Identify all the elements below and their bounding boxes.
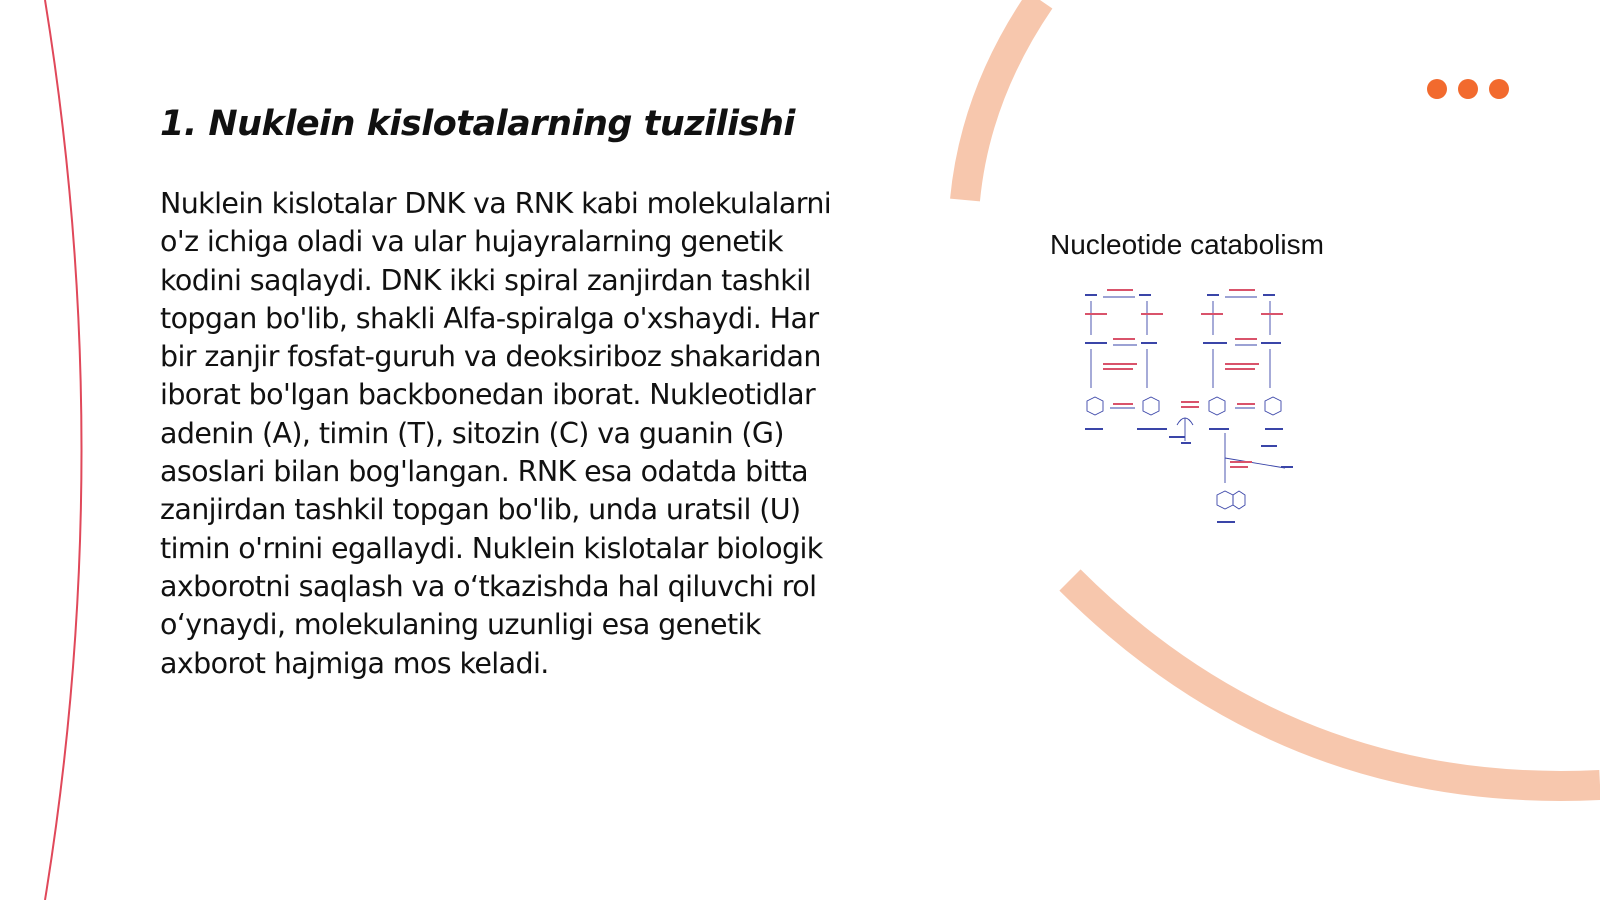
slide-title: 1. Nuklein kislotalarning tuzilishi <box>160 104 795 144</box>
dot <box>1427 79 1447 99</box>
dot <box>1489 79 1509 99</box>
menu-dots-icon <box>1427 79 1509 99</box>
dot <box>1458 79 1478 99</box>
decorative-arc-bottom <box>1070 580 1600 786</box>
nucleotide-catabolism-diagram <box>1085 283 1325 538</box>
decorative-arc-top <box>965 0 1040 200</box>
slide-body-text: Nuklein kislotalar DNK va RNK kabi molekulalarni o'z ichiga oladi va ular hujayralarning genetik kodini saqlaydi. DNK ikki spiral zanjirdan tashkil topgan bo'lib, shakli Alfa-spiralga o'xshaydi. Har bir zanjir fosfat-guruh va deoksiriboz shakaridan iborat bo'lgan backbonedan iborat. Nukleotidlar adenin (A), timin (T), sitozin (C) va guanin (G) asoslari bilan bog'langan. RNK esa odatda bitta zanjirdan tashkil topgan bo'lib, unda uratsil (U) timin o'rnini egallaydi. Nuklein kislotalar biologik axborotni saqlash va o‘tkazishda hal qiluvchi rol o‘ynaydi, molekulaning uzunligi esa genetik axborot hajmiga mos keladi. <box>160 187 832 680</box>
figure-title: Nucleotide catabolism <box>1050 229 1324 260</box>
left-border-curve <box>45 0 82 900</box>
